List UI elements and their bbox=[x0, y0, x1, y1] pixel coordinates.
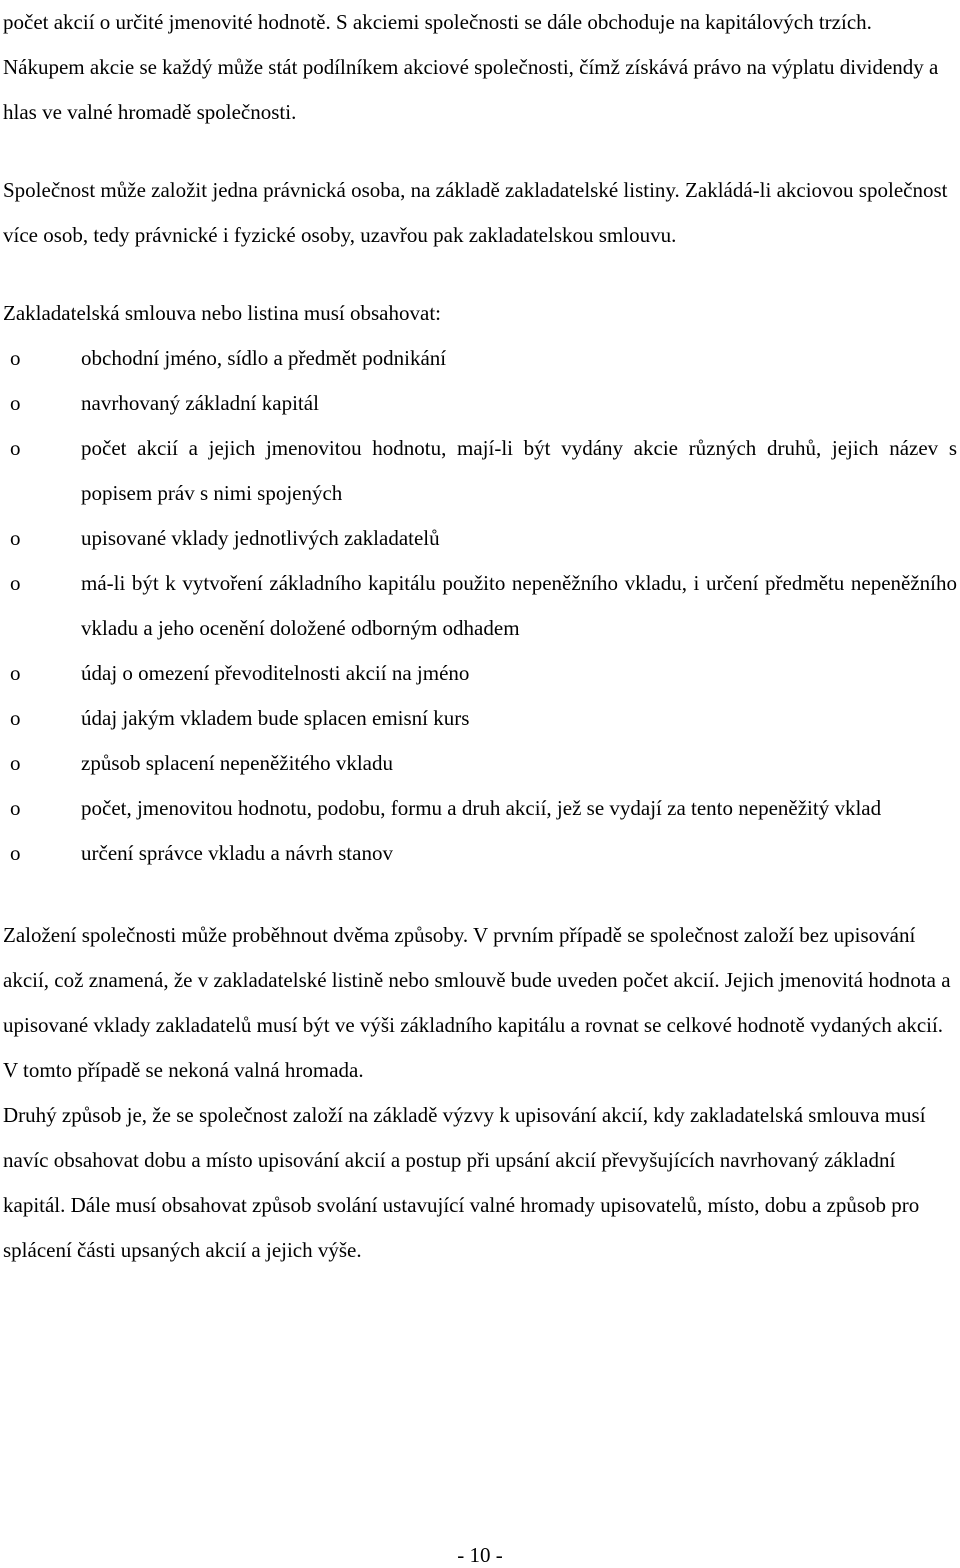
list-item-text: údaj jakým vkladem bude splacen emisní kurs bbox=[81, 706, 470, 730]
list-item bbox=[3, 741, 957, 786]
list-item-text: určení správce vkladu a návrh stanov bbox=[81, 841, 393, 865]
document-page bbox=[3, 0, 957, 1273]
list-item bbox=[3, 561, 957, 651]
paragraph-founders: Společnost může založit jedna právnická osoba, na základě zakladatelské listiny. Zakládá-li akciovou společnost více osob, tedy právnické i fyzické osoby, uzavřou pak zakladatelskou smlouvu. bbox=[3, 178, 948, 247]
bullet-marker: o bbox=[10, 346, 21, 370]
list-intro: Zakladatelská smlouva nebo listina musí obsahovat: bbox=[3, 301, 441, 325]
list-item bbox=[3, 786, 957, 831]
list-item bbox=[3, 516, 957, 561]
list-item-text: počet akcií a jejich jmenovitou hodnotu, mají-li být vydány akcie různých druhů, jejich název s popisem práv s nimi spojených bbox=[81, 436, 957, 505]
paragraph-founding-methods: Založení společnosti může proběhnout dvěma způsoby. V prvním případě se společnost založí bez upisování akcií, což znamená, že v zakladatelské listině nebo smlouvě bude uveden počet akcií. Jejich jmenovitá hodnota a upisované vklady zakladatelů musí být ve výši základního kapitálu a rovnat se celkové hodnotě vydaných akcií. V tomto případě se nekoná valná hromada. bbox=[3, 923, 951, 1082]
page-number: - 10 - bbox=[457, 1543, 503, 1567]
bullet-marker: o bbox=[10, 751, 21, 775]
bullet-marker: o bbox=[10, 571, 21, 595]
bullet-marker: o bbox=[10, 706, 21, 730]
list-item-text: způsob splacení nepeněžitého vkladu bbox=[81, 751, 393, 775]
list-item-text: údaj o omezení převoditelnosti akcií na jméno bbox=[81, 661, 470, 685]
list-item bbox=[3, 651, 957, 696]
list-item-text: navrhovaný základní kapitál bbox=[81, 391, 319, 415]
list-item bbox=[3, 696, 957, 741]
paragraph-share-trading: počet akcií o určité jmenovité hodnotě. S akciemi společnosti se dále obchoduje na kapitálových trzích. Nákupem akcie se každý může stát podílníkem akciové společnosti, čímž získává právo na výplatu dividendy a hlas ve valné hromadě společnosti. bbox=[3, 10, 939, 124]
bullet-marker: o bbox=[10, 841, 21, 865]
list-item-text: upisované vklady jednotlivých zakladatelů bbox=[81, 526, 440, 550]
bullet-marker: o bbox=[10, 391, 21, 415]
list-item-text: obchodní jméno, sídlo a předmět podnikání bbox=[81, 346, 447, 370]
list-item bbox=[3, 336, 957, 381]
list-item bbox=[3, 426, 957, 516]
bullet-marker: o bbox=[10, 661, 21, 685]
requirements-list bbox=[3, 336, 957, 876]
bullet-marker: o bbox=[10, 796, 21, 820]
list-item bbox=[3, 381, 957, 426]
list-item-text: má-li být k vytvoření základního kapitálu použito nepeněžního vkladu, i určení předmětu nepeněžního vkladu a jeho ocenění doložené odborným odhadem bbox=[81, 571, 957, 640]
bullet-marker: o bbox=[10, 526, 21, 550]
list-item bbox=[3, 831, 957, 876]
list-item-text: počet, jmenovitou hodnotu, podobu, formu a druh akcií, jež se vydají za tento nepeněžitý vklad bbox=[81, 796, 882, 820]
bullet-marker: o bbox=[10, 436, 21, 460]
paragraph-second-method: Druhý způsob je, že se společnost založí na základě výzvy k upisování akcií, kdy zakladatelská smlouva musí navíc obsahovat dobu a místo upisování akcií a postup při upsání akcií převyšujících navrhovaný základní kapitál. Dále musí obsahovat způsob svolání ustavující valné hromady upisovatelů, místo, dobu a způsob pro splácení části upsaných akcií a jejich výše. bbox=[3, 1103, 926, 1262]
